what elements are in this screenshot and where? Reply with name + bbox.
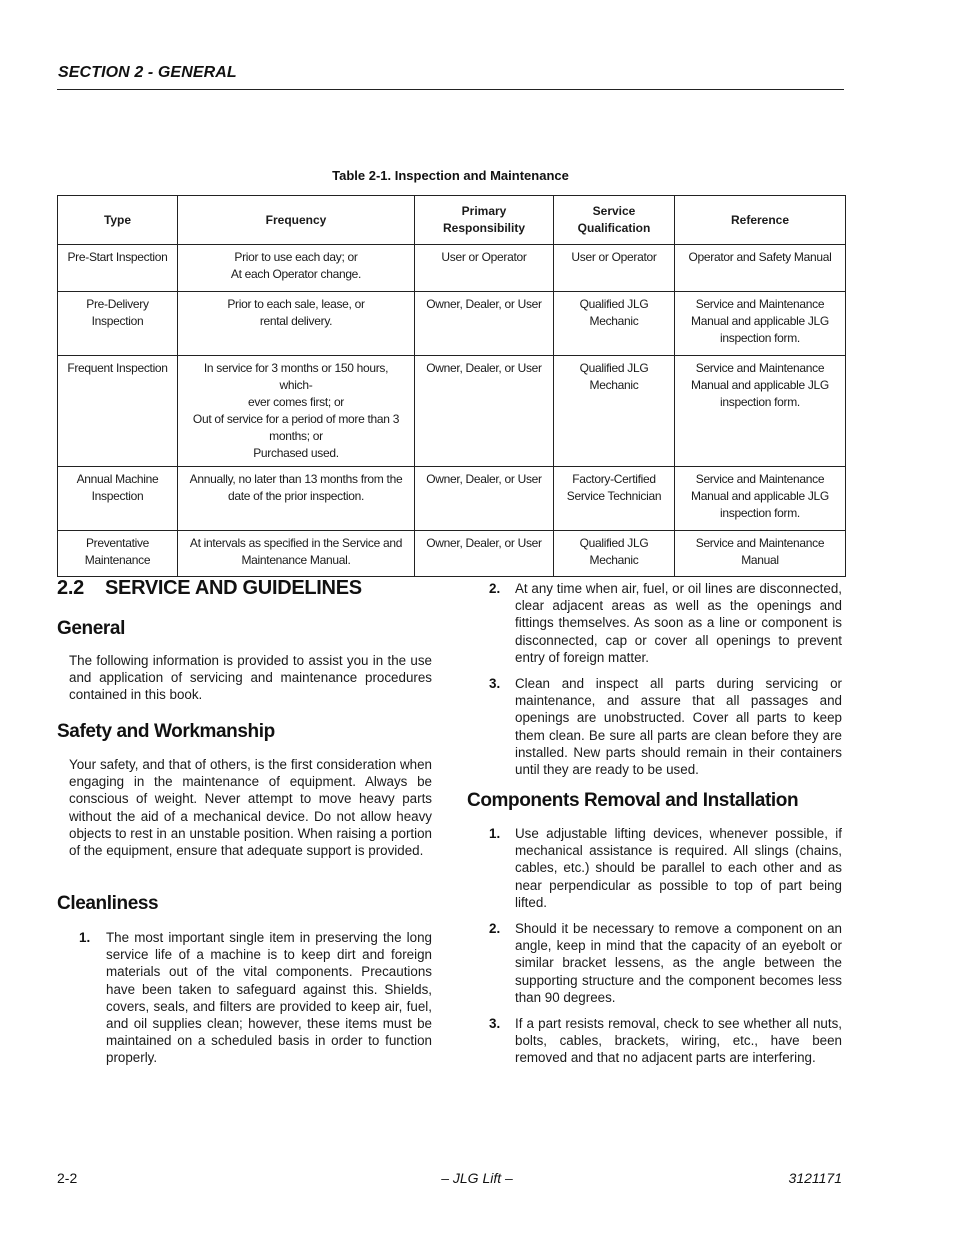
table-cell: Owner, Dealer, or User	[415, 467, 554, 531]
table-cell: Qualified JLG Mechanic	[554, 292, 675, 356]
list-item-text: The most important single item in preserving the long service life of a machine is to keep dirt and foreign materials out of the vital components. Precautions have been taken to safeguard against this. Shields, covers, seals, and filters are provided to keep air, fuel, and oil supplies clean; however, these items must be maintained on a scheduled basis in order to function properly.	[106, 930, 432, 1066]
table-cell: User or Operator	[554, 245, 675, 292]
list-item-number: 1.	[79, 930, 91, 945]
section-title: SERVICE AND GUIDELINES	[105, 577, 362, 599]
table-header-row	[58, 196, 846, 245]
table-cell: Service and Maintenance Manual and applicable JLG inspection form.	[675, 356, 846, 467]
cleanliness-heading: Cleanliness	[57, 893, 159, 914]
column-header-primary-responsibility: Primary Responsibility	[415, 196, 554, 245]
footer-brand: – JLG Lift –	[441, 1170, 513, 1186]
table-cell: Owner, Dealer, or User	[415, 531, 554, 577]
table-cell: Pre-Start Inspection	[58, 245, 178, 292]
table-cell: Frequent Inspection	[58, 356, 178, 467]
table-cell: Pre-Delivery Inspection	[58, 292, 178, 356]
table-cell: User or Operator	[415, 245, 554, 292]
page-number: 2-2	[57, 1170, 78, 1186]
table-cell: Owner, Dealer, or User	[415, 292, 554, 356]
list-item	[79, 929, 432, 1067]
components-heading: Components Removal and Installation	[467, 790, 799, 811]
safety-paragraph: Your safety, and that of others, is the first consideration when engaging in the maintenance of equipment. Always be conscious of weight. Never attempt to move heavy parts without the aid of a mechanical device. Do not allow heavy objects to rest in an unstable position. When raising a portion of the equipment, ensure that adequate support is provided.	[69, 757, 432, 859]
list-item-number: 3.	[489, 1016, 501, 1031]
table-cell: Annually, no later than 13 months from the date of the prior inspection.	[178, 467, 415, 531]
table-cell: Qualified JLG Mechanic	[554, 531, 675, 577]
table-cell: Service and Maintenance Manual and applicable JLG inspection form.	[675, 292, 846, 356]
general-paragraph: The following information is provided to assist you in the use and application of servicing and maintenance procedures contained in this book.	[69, 653, 432, 703]
table-cell: Qualified JLG Mechanic	[554, 356, 675, 467]
table-cell: Preventative Maintenance	[58, 531, 178, 577]
column-header-type: Type	[58, 196, 178, 245]
general-heading: General	[57, 618, 125, 639]
list-item	[489, 1015, 842, 1067]
list-item-number: 2.	[489, 921, 501, 936]
document-number: 3121171	[788, 1170, 842, 1186]
column-header-reference: Reference	[675, 196, 846, 245]
table-cell: Owner, Dealer, or User	[415, 356, 554, 467]
column-header-service-qualification: Service Qualification	[554, 196, 675, 245]
header-divider	[57, 89, 844, 90]
table-row	[58, 292, 846, 356]
safety-heading: Safety and Workmanship	[57, 721, 275, 742]
list-item-text: Clean and inspect all parts during servicing or maintenance, and assure that all passages and openings are unobstructed. Cover all parts to keep them clean. Be sure all parts are clean before they are installed. New parts should remain in their containers until they are ready to be used.	[515, 676, 842, 778]
list-item-text: Should it be necessary to remove a component on an angle, keep in mind that the capacity of an eyebolt or similar bracket lessens, as the angle between the supporting structure and the component becomes less than 90 degrees.	[515, 921, 842, 1005]
table-cell: In service for 3 months or 150 hours, which- ever comes first; or Out of service for a period of more than 3 months; or Purchased used.	[178, 356, 415, 467]
inspection-maintenance-table	[57, 195, 846, 577]
list-item-number: 3.	[489, 676, 501, 691]
section-heading	[57, 577, 362, 600]
list-item-text: If a part resists removal, check to see whether all nuts, bolts, cables, brackets, wiring, etc., have been removed and that no adjacent parts are interfering.	[515, 1016, 842, 1066]
list-item	[489, 825, 842, 911]
table-cell: Factory-Certified Service Technician	[554, 467, 675, 531]
list-item-text: At any time when air, fuel, or oil lines are disconnected, clear adjacent areas as well as the openings and fittings themselves. As soon as a line or component is disconnected, cap or cover all openings to prevent entry of foreign matter.	[515, 581, 842, 665]
column-header-frequency: Frequency	[178, 196, 415, 245]
table-cell: Service and Maintenance Manual and applicable JLG inspection form.	[675, 467, 846, 531]
table-caption: Table 2-1. Inspection and Maintenance	[332, 168, 569, 183]
table-cell: Operator and Safety Manual	[675, 245, 846, 292]
table-row	[58, 245, 846, 292]
table-cell: At intervals as specified in the Service and Maintenance Manual.	[178, 531, 415, 577]
list-item-text: Use adjustable lifting devices, whenever possible, if mechanical assistance is required. All slings (chains, cables, etc.) should be parallel to each other and as near perpendicular as possible to top of part being lifted.	[515, 826, 842, 910]
table-cell: Service and Maintenance Manual	[675, 531, 846, 577]
section-number: 2.2	[57, 577, 84, 599]
table-cell: Prior to use each day; or At each Operator change.	[178, 245, 415, 292]
list-item-number: 1.	[489, 826, 501, 841]
list-item-number: 2.	[489, 581, 501, 596]
table-row	[58, 467, 846, 531]
list-item	[489, 675, 842, 778]
list-item	[489, 920, 842, 1006]
table-row	[58, 531, 846, 577]
list-item	[489, 580, 842, 666]
table-cell: Prior to each sale, lease, or rental delivery.	[178, 292, 415, 356]
table-row	[58, 356, 846, 467]
section-header-title: SECTION 2 - GENERAL	[58, 64, 237, 81]
table-cell: Annual Machine Inspection	[58, 467, 178, 531]
